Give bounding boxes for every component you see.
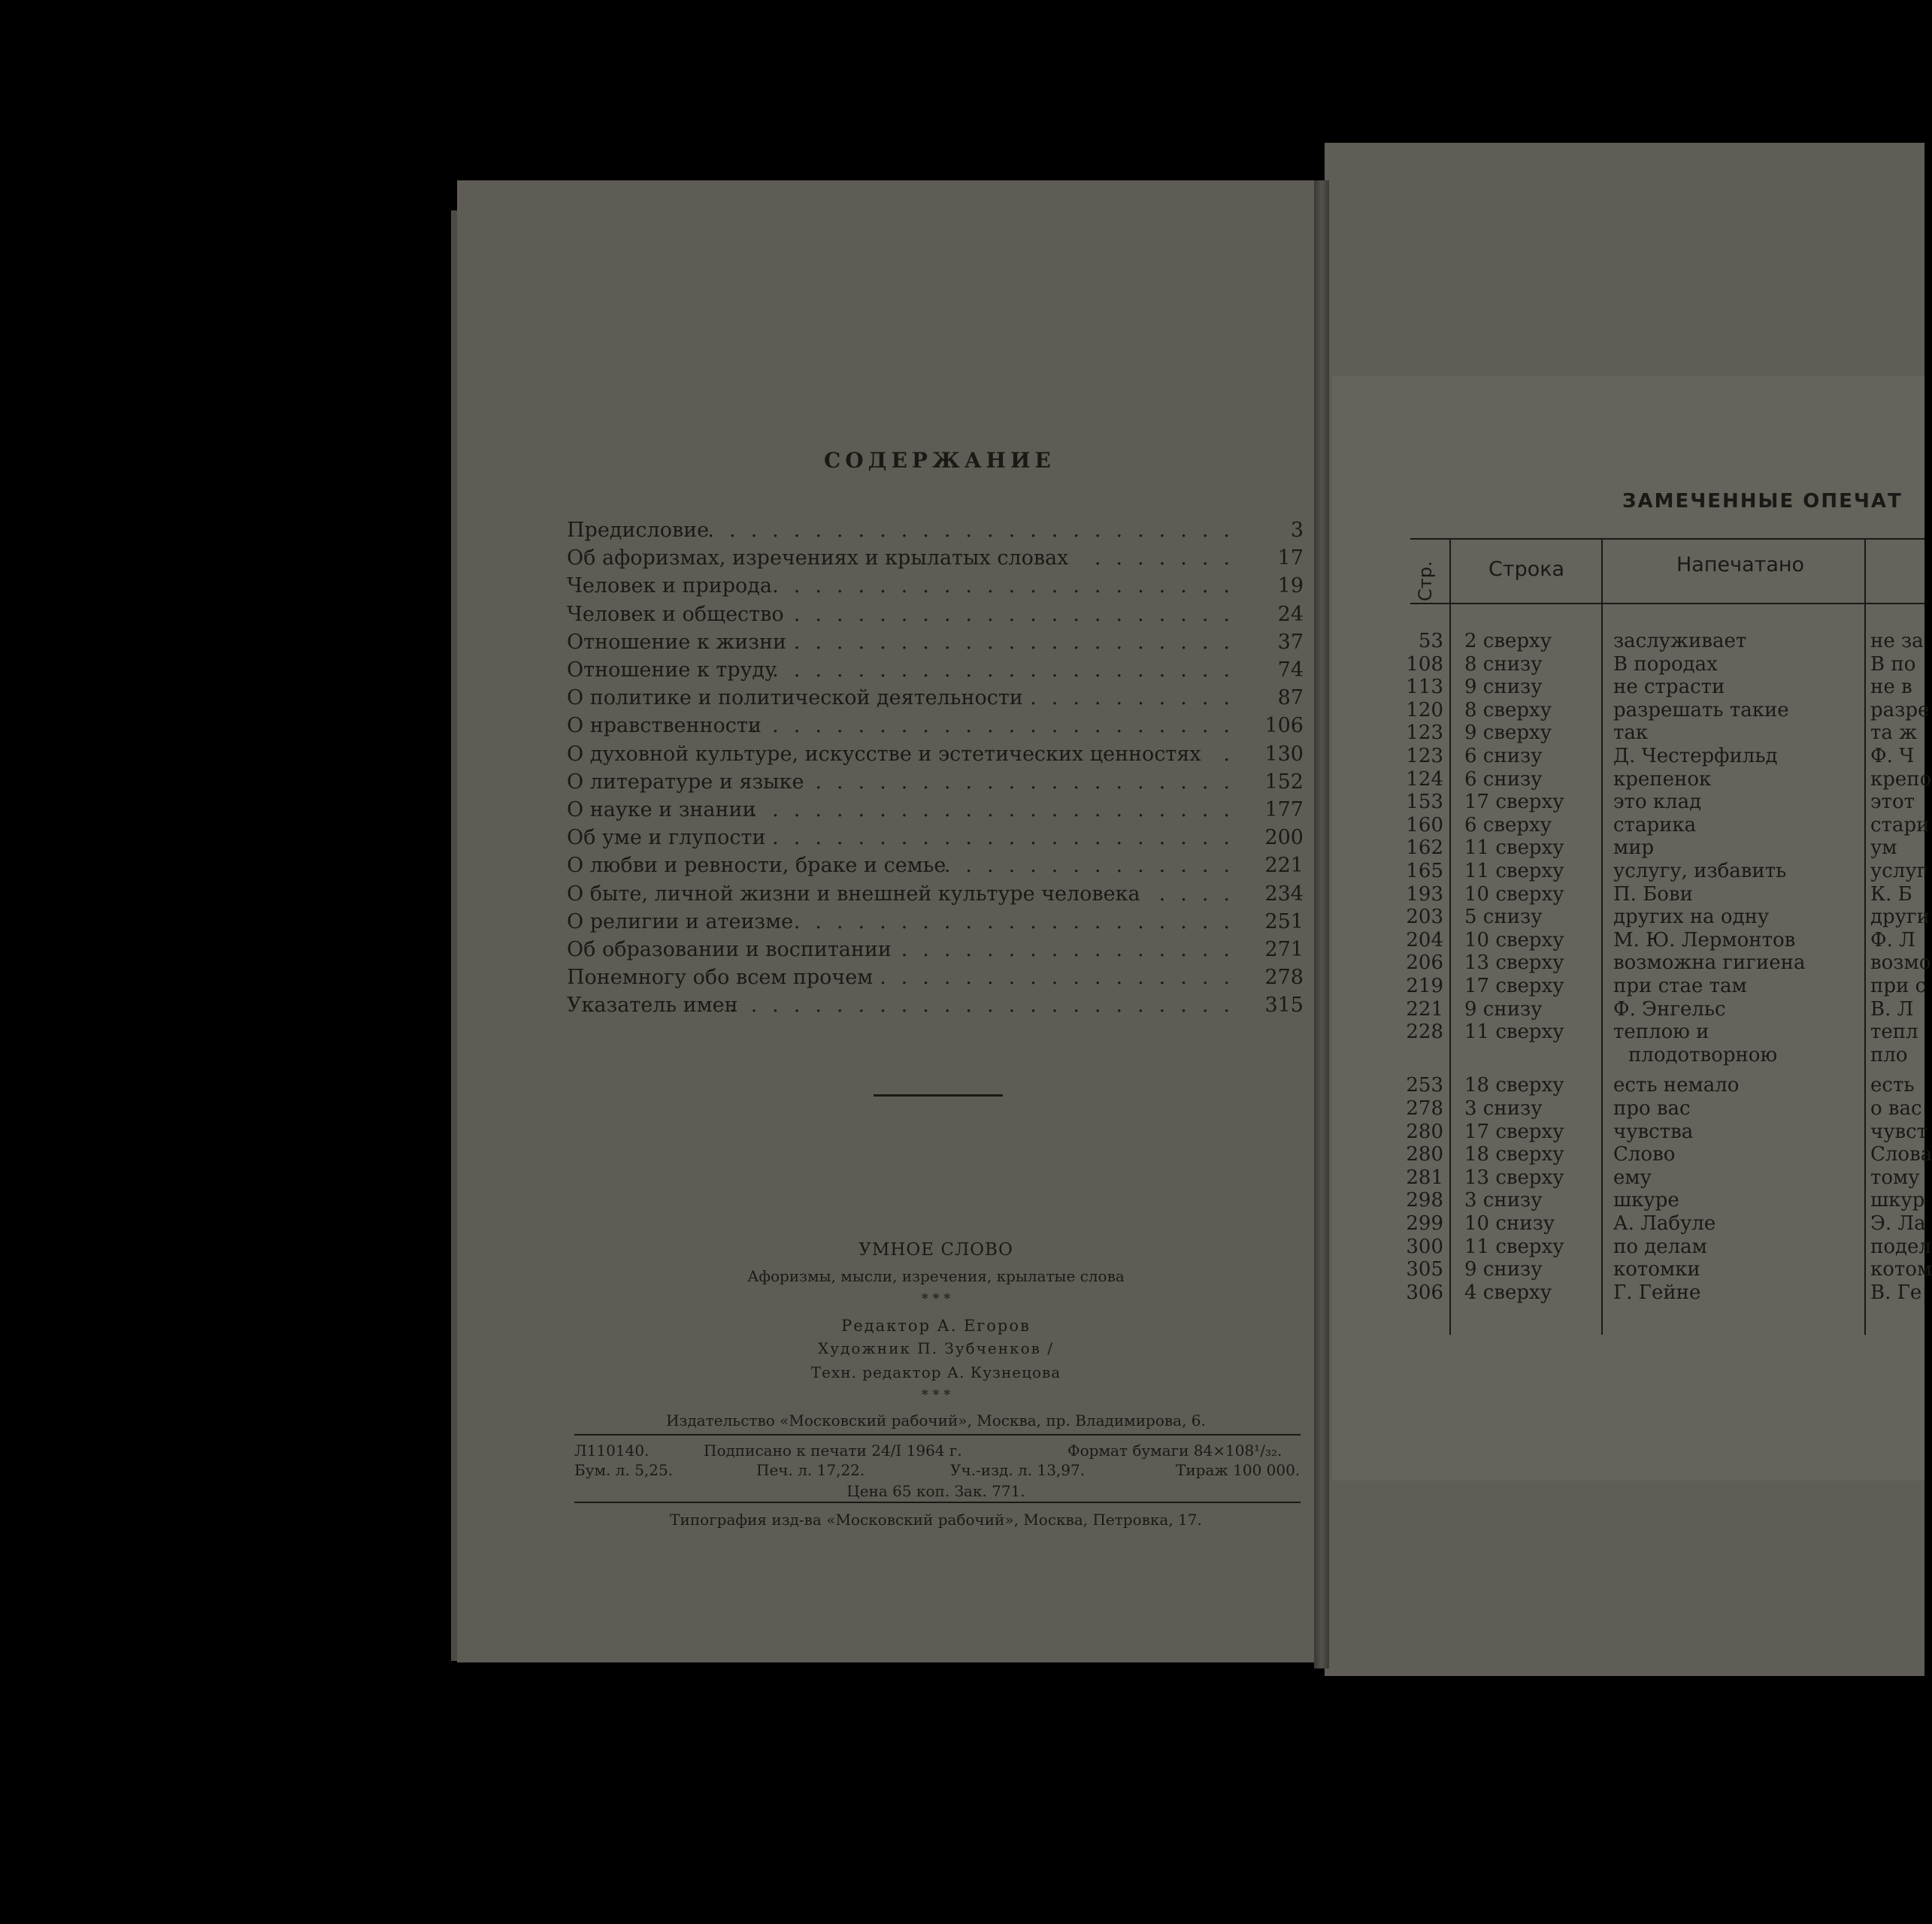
leader-dots: .................... xyxy=(815,770,1245,794)
errata-page: 123 xyxy=(1406,722,1443,745)
leader-dots: ...................... xyxy=(772,826,1245,850)
errata-page: 278 xyxy=(1406,1097,1443,1120)
errata-page: 53 xyxy=(1418,630,1443,652)
errata-printed: старика xyxy=(1613,813,1697,836)
errata-page: 219 xyxy=(1406,975,1443,997)
leader-dots: ..................... xyxy=(793,630,1245,654)
errata-line: 10 сверху xyxy=(1464,882,1564,906)
book-title: УМНОЕ СЛОВО xyxy=(858,1240,1013,1260)
errata-printed: плодотворною xyxy=(1628,1043,1778,1066)
contents-entry xyxy=(567,910,1304,936)
errata-page: 298 xyxy=(1406,1189,1443,1212)
publisher-line: Издательство «Московский рабочий», Москва, пр. Владимирова, 6. xyxy=(666,1411,1206,1429)
imprint-signed: Подписано к печати 24/I 1964 г. xyxy=(704,1441,962,1460)
errata-correction: не за xyxy=(1870,630,1924,652)
errata-line: 17 сверху xyxy=(1464,1120,1564,1143)
book-gutter xyxy=(1314,180,1329,1668)
errata-page: 165 xyxy=(1406,860,1443,882)
errata-correction: други xyxy=(1870,906,1930,929)
errata-page: 206 xyxy=(1406,951,1443,975)
contents-entry xyxy=(567,603,1304,628)
errata-page: 113 xyxy=(1406,676,1443,699)
contents-entry xyxy=(567,938,1304,964)
errata-line: 17 сверху xyxy=(1464,791,1564,814)
errata-correction: шкур xyxy=(1870,1189,1925,1212)
errata-page: 253 xyxy=(1406,1074,1443,1097)
divider xyxy=(874,1094,1003,1097)
contents-entry xyxy=(567,826,1304,852)
separator-stars: * * * xyxy=(921,1291,951,1307)
errata-title: ЗАМЕЧЕННЫЕ ОПЕЧАТ xyxy=(1622,490,1903,513)
leader-dots: .......... xyxy=(1030,686,1245,710)
errata-page: 120 xyxy=(1406,698,1443,722)
imprint-paper: Бум. л. 5,25. xyxy=(574,1461,674,1479)
contents-entry-page: 74 xyxy=(1277,658,1304,682)
errata-line: 11 сверху xyxy=(1464,860,1564,882)
errata-printed: других на одну xyxy=(1613,906,1770,929)
contents-entry-page: 152 xyxy=(1264,770,1304,794)
errata-page: 193 xyxy=(1406,882,1443,906)
errata-printed: Ф. Энгельс xyxy=(1613,997,1726,1021)
imprint-run: Тираж 100 000. xyxy=(1176,1461,1301,1479)
leader-dots: ................. xyxy=(880,966,1245,990)
errata-printed: Д. Честерфильд xyxy=(1613,745,1778,767)
contents-entry-label: Отношение к жизни xyxy=(567,630,786,654)
contents-entry xyxy=(567,686,1304,712)
errata-printed: так xyxy=(1613,722,1649,745)
contents-title: СОДЕРЖАНИЕ xyxy=(824,448,1055,473)
errata-printed: шкуре xyxy=(1613,1189,1679,1212)
errata-correction: В. Л xyxy=(1870,997,1914,1021)
contents-entry-label: Понемногу обо всем прочем xyxy=(567,966,874,990)
errata-line: 13 сверху xyxy=(1464,951,1564,975)
contents-entry xyxy=(567,770,1304,796)
errata-correction: стари xyxy=(1870,813,1930,836)
separator-stars: * * * xyxy=(921,1387,951,1403)
errata-line: 4 сверху xyxy=(1464,1281,1552,1304)
leader-dots: ................ xyxy=(901,938,1245,961)
errata-page: 280 xyxy=(1406,1143,1443,1166)
errata-line: 18 сверху xyxy=(1464,1074,1564,1097)
contents-entry-label: Об уме и глупости xyxy=(567,826,766,850)
leader-dots: ....... xyxy=(1094,546,1245,570)
contents-entry xyxy=(567,519,1304,544)
contents-entry-page: 87 xyxy=(1277,686,1304,710)
artist-credit: Художник П. Зубченков / xyxy=(818,1339,1054,1357)
errata-correction: ум xyxy=(1870,836,1897,860)
errata-printed: услугу, избавить xyxy=(1613,860,1787,882)
errata-printed: теплою и xyxy=(1613,1021,1709,1044)
imprint-rule xyxy=(574,1502,1301,1503)
contents-entry-page: 315 xyxy=(1264,994,1304,1018)
errata-correction: этот xyxy=(1870,791,1915,814)
contents-entry-page: 3 xyxy=(1290,519,1304,542)
errata-printed: возможна гигиена xyxy=(1613,951,1806,975)
errata-line: 3 снизу xyxy=(1464,1189,1543,1212)
errata-page: 204 xyxy=(1406,928,1443,951)
errata-line: 10 сверху xyxy=(1464,928,1564,951)
errata-printed: крепенок xyxy=(1613,767,1712,791)
leader-dots: ....................... xyxy=(750,798,1245,821)
errata-page: 305 xyxy=(1406,1258,1443,1281)
errata-correction: тепл xyxy=(1870,1021,1918,1044)
contents-entry xyxy=(567,854,1304,879)
errata-page: 124 xyxy=(1406,767,1443,791)
errata-printed: есть немало xyxy=(1613,1074,1740,1097)
errata-page: 280 xyxy=(1406,1120,1443,1143)
contents-entry-label: Человек и общество xyxy=(567,602,784,626)
errata-page: 306 xyxy=(1406,1281,1443,1304)
leader-dots: ......................... xyxy=(707,519,1245,542)
errata-correction: та ж xyxy=(1870,722,1918,745)
errata-printed: это клад xyxy=(1613,791,1702,814)
errata-line: 11 сверху xyxy=(1464,836,1564,860)
errata-printed: П. Бови xyxy=(1613,882,1693,906)
errata-printed: по делам xyxy=(1613,1235,1707,1258)
errata-line: 2 сверху xyxy=(1464,630,1552,652)
contents-entry xyxy=(567,546,1304,572)
errata-page: 153 xyxy=(1406,791,1443,814)
errata-correction: при с xyxy=(1870,975,1927,997)
imprint-price: Цена 65 коп. Зак. 771. xyxy=(846,1482,1025,1500)
imprint-code: Л110140. xyxy=(574,1441,650,1460)
errata-line: 18 сверху xyxy=(1464,1143,1564,1166)
contents-entry-label: О науке и знании xyxy=(567,798,756,821)
contents-entry-label: О литературе и языке xyxy=(567,770,804,794)
errata-line: 8 снизу xyxy=(1464,652,1543,676)
errata-page: 108 xyxy=(1406,652,1443,676)
errata-correction: пло xyxy=(1870,1043,1908,1066)
contents-entry xyxy=(567,994,1304,1019)
contents-entry xyxy=(567,714,1304,740)
errata-line: 17 сверху xyxy=(1464,975,1564,997)
errata-correction: К. Б xyxy=(1870,882,1912,906)
leader-dots: ...................... xyxy=(772,658,1245,682)
errata-printed: про вас xyxy=(1613,1097,1691,1120)
contents-entry-label: О любви и ревности, браке и семье xyxy=(567,854,946,878)
errata-printed: мир xyxy=(1613,836,1655,860)
contents-entry-label: Предисловие xyxy=(567,519,710,542)
errata-page: 162 xyxy=(1406,836,1443,860)
errata-line: 8 сверху xyxy=(1464,698,1552,722)
errata-correction: услуг xyxy=(1870,860,1927,882)
errata-printed: при стае там xyxy=(1613,975,1747,997)
leader-dots: . xyxy=(1223,742,1245,766)
contents-entry-page: 271 xyxy=(1264,938,1304,961)
leader-dots: ........................ xyxy=(729,994,1245,1018)
leader-dots: ...................... xyxy=(772,574,1245,598)
contents-entry-label: Указатель имен xyxy=(567,994,738,1018)
errata-line: 11 сверху xyxy=(1464,1235,1564,1258)
errata-printed: разрешать такие xyxy=(1613,698,1789,722)
contents-entry-page: 221 xyxy=(1264,854,1304,878)
errata-page: 203 xyxy=(1406,906,1443,929)
contents-entry-label: Об афоризмах, изречениях и крылатых словах xyxy=(567,546,1069,570)
contents-entry-label: Человек и природа xyxy=(567,574,773,598)
contents-entry-page: 17 xyxy=(1277,546,1304,570)
errata-header-rule xyxy=(1410,603,1924,604)
contents-entry-page: 106 xyxy=(1264,714,1304,738)
tech-editor-credit: Техн. редактор А. Кузнецова xyxy=(810,1363,1061,1381)
errata-line: 10 снизу xyxy=(1464,1212,1555,1235)
book-subtitle: Афоризмы, мысли, изречения, крылатые слова xyxy=(747,1267,1125,1285)
errata-correction: есть xyxy=(1870,1074,1915,1097)
errata-page: 281 xyxy=(1406,1166,1443,1189)
contents-entry-label: Отношение к труду xyxy=(567,658,777,682)
imprint-pub-sheets: Уч.-изд. л. 13,97. xyxy=(950,1461,1086,1479)
errata-page: 299 xyxy=(1406,1212,1443,1235)
errata-line: 13 сверху xyxy=(1464,1166,1564,1189)
errata-line: 9 снизу xyxy=(1464,997,1543,1021)
contents-entry-label: О нравственности xyxy=(567,714,762,738)
leader-dots: ....................... xyxy=(750,714,1245,738)
contents-entry xyxy=(567,743,1304,768)
contents-entry-page: 251 xyxy=(1264,909,1304,933)
errata-line: 6 сверху xyxy=(1464,813,1552,836)
leader-dots: ..................... xyxy=(793,602,1245,626)
contents-entry-label: О политике и политической деятельности xyxy=(567,686,1023,710)
errata-printed: А. Лабуле xyxy=(1613,1212,1716,1235)
contents-entry-label: Об образовании и воспитании xyxy=(567,938,892,961)
contents-entry-label: О религии и атеизме xyxy=(567,909,794,933)
leader-dots: .............. xyxy=(943,854,1245,878)
imprint-format: Формат бумаги 84×108¹/₃₂. xyxy=(1067,1441,1282,1460)
errata-page: 123 xyxy=(1406,745,1443,767)
errata-printed: чувства xyxy=(1613,1120,1694,1143)
errata-correction: В по xyxy=(1870,652,1916,676)
errata-table-top-rule xyxy=(1410,538,1924,540)
errata-line: 6 снизу xyxy=(1464,745,1543,767)
contents-entry xyxy=(567,574,1304,600)
contents-entry-page: 130 xyxy=(1264,742,1304,766)
contents-entry-label: О быте, личной жизни и внешней культуре человека xyxy=(567,882,1140,906)
leader-dots: .... xyxy=(1158,882,1245,906)
errata-correction: Э. Ла xyxy=(1870,1212,1926,1235)
errata-printed: В породах xyxy=(1613,652,1718,676)
errata-page: 160 xyxy=(1406,813,1443,836)
errata-printed: Слово xyxy=(1613,1143,1676,1166)
errata-correction: В. Ге xyxy=(1870,1281,1922,1304)
errata-printed: заслуживает xyxy=(1613,630,1747,652)
contents-entry xyxy=(567,658,1304,684)
errata-correction: котом xyxy=(1870,1258,1932,1281)
errata-line: 11 сверху xyxy=(1464,1021,1564,1044)
editor-credit: Редактор А. Егоров xyxy=(841,1317,1031,1335)
contents-entry xyxy=(567,631,1304,656)
contents-entry-page: 24 xyxy=(1277,602,1304,626)
errata-line: 9 снизу xyxy=(1464,676,1543,699)
errata-line: 9 снизу xyxy=(1464,1258,1543,1281)
errata-correction: подел xyxy=(1870,1235,1931,1258)
errata-line: 3 снизу xyxy=(1464,1097,1543,1120)
errata-printed: М. Ю. Лермонтов xyxy=(1613,928,1796,951)
errata-printed: ему xyxy=(1613,1166,1652,1189)
errata-correction: Ф. Ч xyxy=(1870,745,1915,767)
imprint-print-sheets: Печ. л. 17,22. xyxy=(756,1461,865,1479)
contents-entry xyxy=(567,798,1304,824)
errata-correction: Слова xyxy=(1870,1143,1932,1166)
contents-entry-page: 37 xyxy=(1277,630,1304,654)
errata-correction: тому xyxy=(1870,1166,1920,1189)
contents-entry-label: О духовной культуре, искусстве и эстетических ценностях xyxy=(567,742,1201,766)
printer-line: Типография изд-ва «Московский рабочий», Москва, Петровка, 17. xyxy=(670,1511,1202,1529)
errata-correction: крепо xyxy=(1870,767,1932,791)
errata-line: 6 снизу xyxy=(1464,767,1543,791)
errata-correction: о вас xyxy=(1870,1097,1922,1120)
leader-dots: ..................... xyxy=(793,909,1245,933)
errata-page: 221 xyxy=(1406,997,1443,1021)
errata-page: 228 xyxy=(1406,1021,1443,1044)
errata-header-page: Стр. xyxy=(1415,561,1436,601)
contents-entry-page: 234 xyxy=(1264,882,1304,906)
errata-printed: не страсти xyxy=(1613,676,1725,699)
errata-line: 9 сверху xyxy=(1464,722,1552,745)
contents-entry-page: 278 xyxy=(1264,966,1304,990)
errata-column-rule xyxy=(1864,538,1866,1335)
errata-correction: Ф. Л xyxy=(1870,928,1915,951)
contents-entry-page: 19 xyxy=(1277,574,1304,598)
errata-correction: возмо xyxy=(1870,951,1931,975)
contents-entry-page: 200 xyxy=(1264,826,1304,850)
errata-page: 300 xyxy=(1406,1235,1443,1258)
contents-entry xyxy=(567,882,1304,908)
errata-line: 5 снизу xyxy=(1464,906,1543,929)
errata-header-line: Строка xyxy=(1488,558,1565,581)
imprint-rule xyxy=(574,1434,1301,1435)
contents-entry xyxy=(567,966,1304,991)
errata-column-rule xyxy=(1601,538,1603,1335)
errata-printed: котомки xyxy=(1613,1258,1700,1281)
errata-printed: Г. Гейне xyxy=(1613,1281,1701,1304)
errata-column-rule xyxy=(1449,538,1451,1335)
errata-correction: не в xyxy=(1870,676,1912,699)
errata-correction: разре xyxy=(1870,698,1930,722)
errata-header-printed: Напечатано xyxy=(1676,553,1805,576)
errata-correction: чувст xyxy=(1870,1120,1928,1143)
contents-entry-page: 177 xyxy=(1264,798,1304,821)
